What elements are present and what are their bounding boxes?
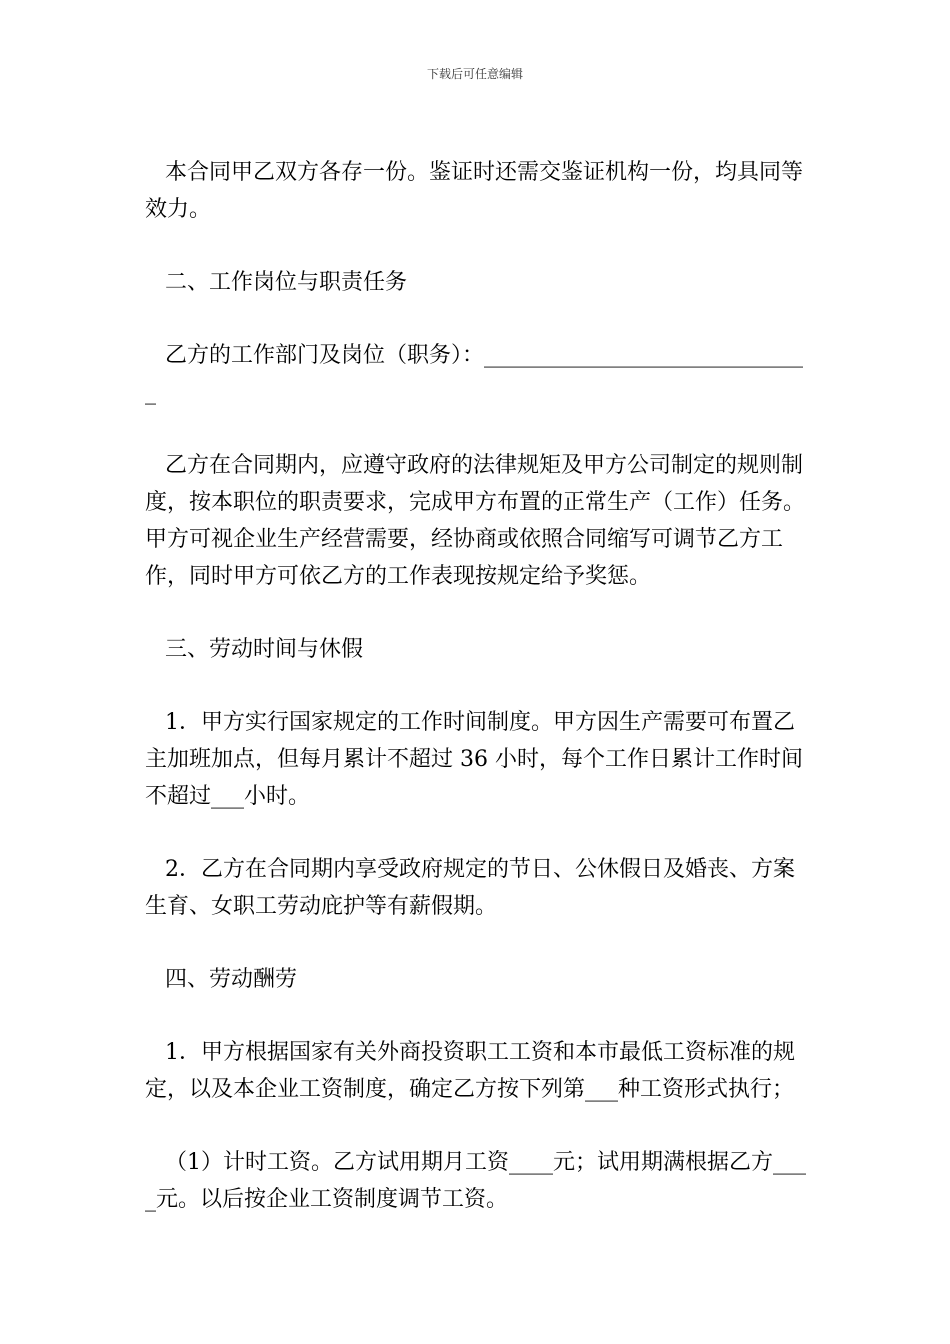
paragraph-working-time: 1．甲方实行国家规定的工作时间制度。甲方因生产需要可布置乙主加班加点，但每月累计不超过 36 小时，每个工作日累计工作时间不超过___小时。 [145,710,803,809]
paragraph-hourly-wage: （1）计时工资。乙方试用期月工资____元；试用期满根据乙方____元。以后按企业工资制度调节工资。 [145,1150,806,1212]
paragraph-wage-standard: 1．甲方根据国家有关外商投资职工工资和本市最低工资标准的规定，以及本企业工资制度，确定乙方按下列第___种工资形式执行； [145,1040,795,1102]
section-title-remuneration: 四、劳动酬劳 [165,967,298,992]
paragraph-paid-leave: 2．乙方在合同期内享受政府规定的节日、公休假日及婚丧、方案生育、女职工劳动庇护等有薪假期。 [145,857,795,919]
document-body [145,154,810,1218]
section-title-job-position: 二、工作岗位与职责任务 [165,270,408,295]
paragraph-copies: 本合同甲乙双方各存一份。鉴证时还需交鉴证机构一份，均具同等效力。 [145,160,804,222]
section-title-working-hours: 三、劳动时间与休假 [165,637,364,662]
page-header-watermark: 下载后可任意编辑 [426,67,523,81]
paragraph-department-position: 乙方的工作部门及岗位（职务）：______________________________ [145,343,804,405]
paragraph-duties: 乙方在合同期内，应遵守政府的法律规矩及甲方公司制定的规则制度，按本职位的职责要求，完成甲方布置的正常生产（工作）任务。甲方可视企业生产经营需要，经协商或依照合同缩写可调节乙方工作，同时甲方可依乙方的工作表现按规定给予奖惩。 [145,453,806,589]
